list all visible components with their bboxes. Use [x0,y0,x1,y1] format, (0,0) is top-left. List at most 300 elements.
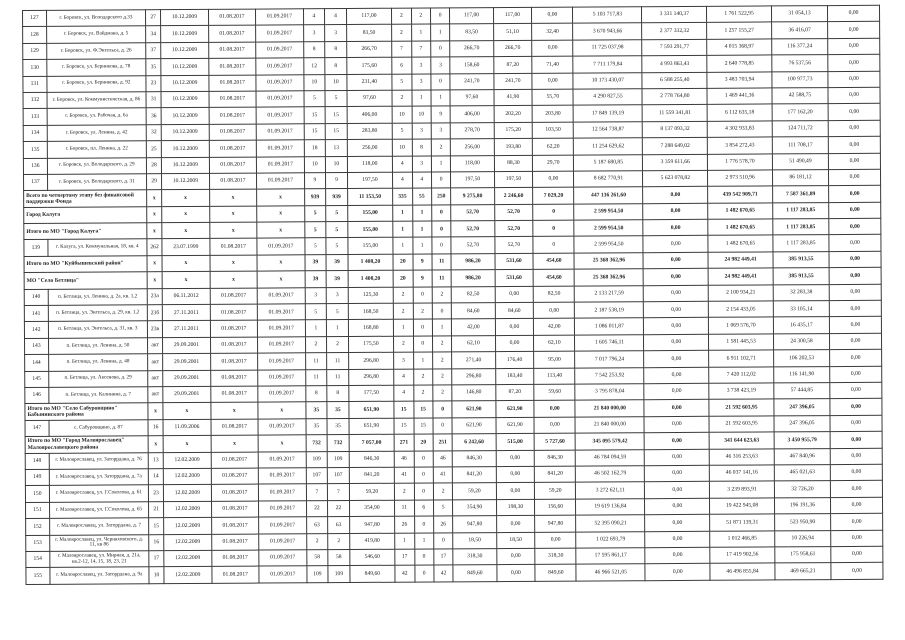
table-cell: 139 [24,240,48,257]
table-cell: 11 [395,500,415,517]
table-cell: 5 [304,91,326,108]
table-cell: 0,00 [645,547,710,564]
table-cell: 18,50 [453,532,496,549]
table-cell-address: г. Боровск, ул. Ф.Энгельса, д. 26 [46,43,145,60]
table-cell-address: г. Малоярославец, ул. Черняховского, д. 11, кв 86 [49,534,148,551]
table-cell: 42 588,75 [772,88,828,105]
table-cell: 10.12.2009 [162,173,210,190]
table-cell: 31 054,13 [771,6,827,23]
table-cell: 1 117 283,85 [773,235,829,252]
table-cell: 168,50 [348,303,393,320]
table-cell: 01.08.2017 [209,173,257,190]
table-cell: 32 283,38 [773,284,829,301]
table-cell: 266,70 [450,40,493,57]
table-cell: 01.08.2017 [210,288,258,305]
table-cell: 8 [325,41,347,58]
table-cell: 01.08.2017 [211,468,259,485]
table-cell: 1 408,20 [348,254,393,271]
table-cell: 5 [326,304,348,321]
table-cell: 11 [432,270,452,287]
table-cell: 0,00 [495,335,534,352]
table-cell: 12.02.2009 [163,452,211,469]
table-cell: 2 599 954,50 [574,203,643,220]
table-cell: 0,00 [829,300,881,317]
table-cell: 52,70 [451,204,494,221]
table-cell: 846,30 [453,450,496,467]
table-cell: 37 [146,42,161,58]
table-cell-address: г. Малоярославец, ул. Заторрдана, д. 76 [49,452,148,469]
table-cell: 124 711,72 [772,120,828,137]
table-cell: 2 [392,90,412,107]
table-cell: 454,60 [533,253,574,270]
table-cell: 46 496 855,84 [710,563,775,580]
table-cell: 82,50 [452,286,495,303]
table-cell: 25 [146,141,161,157]
table-cell: x [257,222,305,239]
table-cell: 0,00 [829,251,881,268]
table-cell: 10.12.2009 [161,124,209,141]
table-cell: x [162,255,210,272]
table-cell: 13 [148,452,163,468]
table-cell: 146,80 [452,385,495,402]
table-cell: 4 015 368,97 [707,39,772,56]
table-cell-address: п. Бетлица, ул. Энгельса, д. 29, кв. 1,2 [48,305,147,322]
table-cell: 9 [431,106,451,123]
table-cell: 01.08.2017 [211,452,259,469]
table-cell: 0,00 [532,40,573,57]
table-cell: 0,00 [644,269,709,286]
table-cell: 143 [25,338,49,355]
table-cell: 0,00 [644,383,709,400]
table-cell: 3 272 621,11 [576,482,645,499]
table-cell: 345 095 579,42 [575,433,644,450]
table-cell: 01.09.2017 [257,287,305,304]
table-cell: 42 [395,565,415,582]
table-cell: 27.11.2011 [162,304,210,321]
table-cell: 2 [392,25,412,42]
table-cell: 439 542 909,71 [708,186,773,203]
table-cell: 29.09.2001 [163,386,211,403]
table-cell: 4 302 933,83 [707,121,772,138]
table-cell: 01.09.2017 [256,91,304,108]
table-cell: 10.12.2009 [161,91,209,108]
table-cell: 7 [306,484,328,501]
table-cell: 3 331 140,37 [642,6,707,23]
table-cell: 4 290 827,55 [573,89,642,106]
table-cell: x [209,206,257,223]
table-cell: 21 592 603,95 [709,399,774,416]
table-cell: 0,00 [830,415,882,432]
table-cell: 1 469 441,36 [707,88,772,105]
table-cell: 849,60 [350,566,395,583]
table-cell: 35 [327,418,349,435]
table-cell: 2 [413,303,433,320]
table-cell: 3 [431,57,451,74]
table-cell: 0,00 [496,483,535,500]
table-cell: 15 [394,401,414,418]
table-cell: 9 [326,172,348,189]
table-cell: 01.09.2017 [256,124,304,141]
table-cell: 947,80 [535,515,576,532]
table-cell: 0,00 [644,318,709,335]
table-cell: 57 444,85 [774,383,830,400]
table-cell: 10.12.2009 [161,26,209,43]
table-cell: 621,90 [452,401,495,418]
table-cell: 134 [23,125,47,142]
table-cell: 24 300,58 [773,333,829,350]
table-cell: 7 017 796,24 [575,351,644,368]
table-cell: 7 542 253,92 [575,367,644,384]
table-cell-label: Всего по четвертому этапу без финансовой поддержки Фонда [24,190,147,207]
table-cell: 2 640 778,85 [707,55,772,72]
table-cell: 247 396,05 [774,399,830,416]
table-cell: 168,80 [348,320,393,337]
table-cell: 1 761 522,95 [707,6,772,23]
table-cell: 2 187 538,19 [575,302,644,319]
table-cell: 0,00 [645,498,710,515]
table-cell: 15 [413,418,433,435]
table-cell: 135 [23,141,47,158]
table-cell: 3 795 878,04 [575,384,644,401]
table-cell: 39 [326,271,348,288]
table-cell: 12.02.2009 [164,517,212,534]
table-cell: 1 [413,352,433,369]
table-cell: 51 871 139,31 [710,514,775,531]
table-cell: 0 [433,418,453,435]
table-cell: 2 [413,385,433,402]
table-cell: 0,00 [643,187,708,204]
table-cell: 4 [392,156,412,173]
table-cell: 0,00 [644,301,709,318]
table-cell: 100 977,73 [772,71,828,88]
table-cell: 7 420 112,02 [709,367,774,384]
table-cell-label: Город Калуга [24,206,147,223]
table-cell: 10 [149,567,164,583]
table-cell: 144 [25,355,49,372]
table-cell: 7 711 179,84 [573,56,642,73]
table-cell: 0,00 [645,432,710,449]
table-cell: 32 [146,124,161,140]
table-cell: 0,00 [829,202,881,219]
table-cell: 1 [393,320,413,337]
table-cell: 1 [431,155,451,172]
table-cell: 621,90 [496,417,535,434]
table-cell: 2 [413,369,433,386]
table-cell: 132 [23,92,47,109]
table-cell: 87,20 [495,384,534,401]
table-cell: 8 137 093,32 [643,121,708,138]
table-cell-address: г. Боровск, ул. Берникова, д. 78 [47,59,146,76]
table-cell: 0,00 [644,285,709,302]
table-cell: 241,70 [450,73,493,90]
table-cell-label: Итого по МО "Село Сабуровщино" Бабынинского района [25,403,148,420]
table-cell: x [162,206,210,223]
table-cell: 469 665,21 [775,563,831,580]
table-cell: 12 [303,58,325,75]
table-cell: 62,20 [533,138,574,155]
table-cell: 117,00 [450,8,493,25]
table-cell: 0 [533,204,574,221]
table-cell: 7 [411,41,431,58]
table-cell: 9 [413,270,433,287]
table-cell: 3 [412,156,432,173]
table-cell: 1 [411,24,431,41]
table-cell: 0,00 [828,104,880,121]
table-cell: 06.11.2012 [162,288,210,305]
table-cell: 10 [325,74,347,91]
table-cell: 0,00 [496,565,535,582]
table-cell: 4 993 863,43 [642,55,707,72]
table-cell: 841,20 [535,466,576,483]
table-cell: 01.09.2017 [259,500,307,517]
table-cell: 11 559 341,81 [643,105,708,122]
table-cell: 10.12.2009 [162,157,210,174]
table-cell: 59,20 [535,482,576,499]
table-cell: 0 [432,303,452,320]
table-cell: 0 [414,516,434,533]
table-cell: 11 725 037,98 [573,39,642,56]
table-cell: 52,70 [451,221,494,238]
table-cell: 9 [412,254,432,271]
table-cell: 621,90 [452,417,495,434]
table-cell: 0,00 [495,286,534,303]
table-cell: 0,00 [829,169,881,186]
table-cell: 5 [392,74,412,91]
table-cell: 83,50 [450,24,493,41]
table-cell: 939 [304,189,326,206]
table-cell: 1 [414,532,434,549]
table-cell: 01.09.2017 [258,468,306,485]
table-cell: 106 202,53 [774,350,830,367]
table-cell: 21 840 000,00 [575,416,644,433]
table-cell: 29.09.2001 [163,370,211,387]
table-cell: 2 [433,483,453,500]
table-cell: 2 778 764,80 [642,88,707,105]
table-cell: 196 191,36 [774,497,830,514]
table-cell: 39 [305,255,327,272]
table-cell: 0,00 [643,252,708,269]
table-cell: 23а [147,288,162,304]
table-cell: 1 [431,24,451,41]
table-cell: 3 [326,287,348,304]
table-cell: 7 587 361,89 [773,186,829,203]
table-cell: 01.08.2017 [209,157,257,174]
table-cell: 2 [433,352,453,369]
table-cell: 01.08.2017 [210,304,258,321]
table-cell: 251 [433,434,453,451]
table-cell: x [210,255,258,272]
table-cell: 0 [413,287,433,304]
table-cell: 153 [26,535,50,552]
table-cell-address: г. Боровск, ул. Коммунистическая, д. 86 [47,92,146,109]
table-cell: 127 [23,10,47,27]
table-cell: 11 [432,254,452,271]
table-cell: 42,00 [534,319,575,336]
table-cell: 18,50 [496,532,535,549]
table-cell: 5 [433,500,453,517]
table-cell: 2 599 954,50 [574,220,643,237]
table-cell: 523 950,90 [775,514,831,531]
table-cell: 1 [411,90,431,107]
table-cell: 59,60 [534,384,575,401]
table-cell: 0 [414,451,434,468]
table-cell: 109 [306,566,328,583]
table-cell: 24 982 449,41 [708,268,773,285]
table-cell: 546,60 [350,549,395,566]
table-cell: 26 [434,516,454,533]
table-cell: 01.09.2017 [258,386,306,403]
table-cell: 247 396,05 [774,415,830,432]
table-cell: 1 [393,221,413,238]
table-cell: 7 593 291,77 [642,39,707,56]
table-cell-address: г. Малоярославец, ул. Заторрдана, д. 9а [50,567,149,584]
table-cell: 3 [305,287,327,304]
table-cell: 5 [304,238,326,255]
table-cell: 3 [411,74,431,91]
table-cell: 4 [394,369,414,386]
table-cell: 01.08.2017 [208,58,256,75]
table-cell: 1 117 283,85 [773,219,829,236]
table-cell: 46 [394,451,414,468]
table-cell: 01.09.2017 [256,140,304,157]
table-cell: x [148,403,163,419]
table-cell: 17 [395,549,415,566]
table-cell: 86 181,12 [772,169,828,186]
table-cell: 32,40 [532,24,573,41]
table-cell: 7 [392,41,412,58]
table-cell: 19 619 136,84 [576,498,645,515]
table-cell: 51,10 [493,24,532,41]
table-cell: 97,60 [347,90,392,107]
table-cell: 15 [325,107,347,124]
table-cell-label: Итого по МО "Куйбышевский район" [24,256,147,273]
table-cell: 5 623 078,82 [643,170,708,187]
table-cell: 5 [325,90,347,107]
table-cell: 197,50 [494,171,533,188]
table-cell: 15 [394,418,414,435]
table-cell: 465 021,63 [774,465,830,482]
table-cell: x [163,403,211,420]
table-cell: 183,40 [495,368,534,385]
table-cell: 354,90 [453,499,496,516]
table-cell: 46 966 521,05 [576,564,645,581]
table-cell: 01.09.2017 [258,353,306,370]
table-cell: 0,00 [495,319,534,336]
table-cell: 35 [305,402,327,419]
table-cell: 0,00 [645,531,710,548]
table-cell: 29.09.2001 [163,354,211,371]
table-cell-address: с. Сабуровщино, д. 87 [49,420,148,437]
table-cell: x [147,256,162,272]
table-cell: 26 [395,516,415,533]
table-cell: 20 [414,434,434,451]
table-cell-label: Итого по МО "Город Малоярославец" Малоярославецкого района [25,436,148,453]
table-cell-address: п. Бетлица, ул. Аксенова, д. 29 [48,370,147,387]
table-cell: 59,20 [453,483,496,500]
table-cell: 947,80 [453,516,496,533]
table-cell: 7 288 649,02 [643,137,708,154]
table-cell-address: г. Боровск, пл. Ленина, д. 22 [47,141,146,158]
table-cell: 01.08.2017 [209,124,257,141]
table-cell: 0,00 [828,136,880,153]
table-cell: 155,00 [347,205,392,222]
table-cell: x [257,271,305,288]
table-cell: 3 359 611,66 [643,154,708,171]
table-cell: 01.09.2017 [257,173,305,190]
table-cell: 2 [393,287,413,304]
table-cell: 849,60 [453,565,496,582]
table-cell: 2 [394,336,414,353]
table-cell: 136 [23,158,47,175]
table-cell: 35 [306,418,328,435]
table-cell: акт [148,387,163,403]
table-cell: 202,20 [494,106,533,123]
table-cell: 0,00 [532,7,573,24]
table-cell: 125,30 [348,287,393,304]
table-cell-address: г. Калуга, ул. Коммунальная, 18, кв. 4 [48,239,147,256]
table-cell: 1 776 578,70 [708,153,773,170]
table-cell: 51 490,49 [772,153,828,170]
table-cell: 01.08.2017 [208,9,256,26]
table-cell: 0 [432,205,452,222]
table-cell: акт [148,370,163,386]
table-cell: 71,40 [532,56,573,73]
table-cell: 7 057,00 [349,434,394,451]
table-cell: 296,80 [452,368,495,385]
table-cell: 01.08.2017 [210,320,258,337]
table-cell: 0,00 [830,464,882,481]
table-cell: 52,70 [494,237,533,254]
table-cell: 32 726,20 [774,481,830,498]
table-cell-address: г. Боровск, ул. Вайдмана, д. 5 [46,26,145,43]
table-cell: 20 [393,254,413,271]
table-cell: 8 [303,41,325,58]
table-cell: 01.08.2017 [210,239,258,256]
table-cell: 0,00 [644,334,709,351]
table-cell: 76 537,56 [772,55,828,72]
table-cell: 0,00 [831,546,883,563]
table-cell: 10.12.2009 [161,75,209,92]
table-cell: 5 [304,205,326,222]
table-cell: 17 419 902,56 [710,547,775,564]
table-cell: 6 112 635,18 [707,104,772,121]
table-cell: x [211,435,259,452]
table-cell: 732 [306,435,328,452]
table-cell: 46 [433,450,453,467]
table-cell: 4 [325,9,347,26]
table-cell: 354,90 [349,500,394,517]
table-cell: 3 [411,57,431,74]
table-cell: 01.09.2017 [256,25,304,42]
table-cell-label: Итого по МО "Город Калуга" [24,223,147,240]
table-cell: 3 [303,25,325,42]
table-cell: 1 [412,205,432,222]
table-cell: 1 [432,319,452,336]
table-cell: x [258,435,306,452]
table-cell: 0,00 [534,417,575,434]
table-cell: 63 [306,517,328,534]
table-cell: 01.08.2017 [212,566,260,583]
table-cell: 46 502 162,79 [576,466,645,483]
table-cell: 23.07.1999 [162,239,210,256]
table-cell: 25 368 362,96 [574,253,643,270]
table-cell: 2 [327,336,349,353]
table-cell: 0,00 [645,465,710,482]
table-cell: 0,00 [831,497,883,514]
table-cell: 01.09.2017 [258,337,306,354]
table-cell: 986,20 [451,270,494,287]
table-cell: 109 [327,451,349,468]
